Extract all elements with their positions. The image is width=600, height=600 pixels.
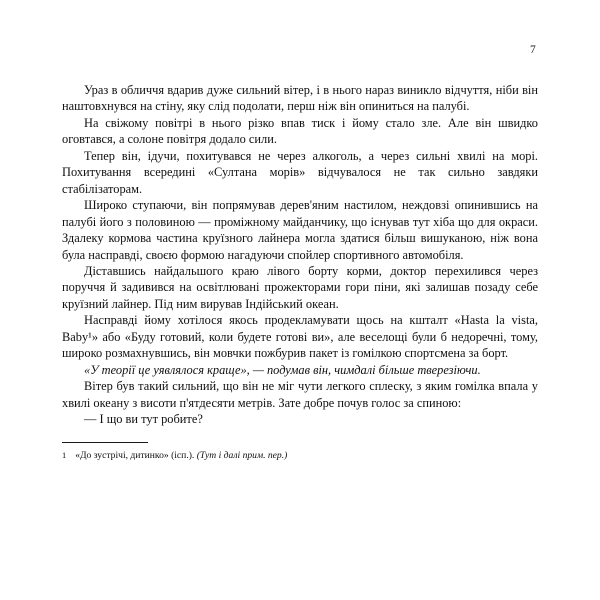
- paragraph: Широко ступаючи, він попрямував дерев'яним настилом, неждовзі опинившись на палубі його з половиною — проміжному майданчику, що існував тут хіба що для окраси. Здалеку кормова частина круїзного лайнера могла здатися більш вишуканою, ніж вона була насправді, своєю формою нагадуючи спойлер спортивного автомобіля.: [62, 198, 538, 262]
- paragraph: Діставшись найдальшого краю лівого борту корми, доктор перехилився через поруччя й задивився на освітлювані прожекторами гори піни, які залишав позаду себе круїзний лайнер. Під ним вирував Індійський океан.: [62, 263, 538, 311]
- paragraph: Насправді йому хотілося якось продекламувати щось на кшталт «Hasta la vista, Baby¹» або «Буду готовий, коли будете готові ви», але веселощі були б недоречні, тому, широко розмахнувшись, він мовчки пожбурив пакет із гомілкою спортсмена за борт.: [62, 313, 538, 361]
- italic-thought: «У теорії це уявлялося краще», — подумав він, чимдалі більше тверезіючи.: [84, 362, 481, 377]
- paragraph: Ураз в обличчя вдарив дуже сильний вітер, і в нього нараз виникло відчуття, ніби він наштовхнувся на стіну, яку слід подолати, перш ніж він опиниться на палубі.: [62, 83, 538, 114]
- footnote-text-italic: (Тут і далі прим. пер.): [196, 449, 288, 461]
- footnote-text-plain: «До зустрічі, дитинко» (ісп.).: [75, 449, 197, 461]
- paragraph: На свіжому повітрі в нього різко впав тиск і йому стало зле. Але він швидко оговтався, а солоне повітря додало сили.: [62, 115, 538, 147]
- footnote: [62, 450, 538, 463]
- paragraph-italic: [62, 362, 538, 378]
- footnote-marker: 1: [62, 450, 67, 460]
- page-number: 7: [530, 44, 536, 56]
- footnote-divider: [62, 442, 148, 443]
- footnote-text: [75, 450, 287, 463]
- bottom-spacer: [62, 462, 538, 470]
- paragraph: Тепер він, ідучи, похитувався не через алкоголь, а через сильні хвилі на морі. Похитування всередині «Султана морів» відчувалося не так сильно завдяки стабілізаторам.: [62, 148, 538, 196]
- paragraph: — І що ви тут робите?: [84, 412, 203, 427]
- page-body: [62, 82, 538, 428]
- paragraph: Вітер був такий сильний, що він не міг чути легкого сплеску, з яким гомілка впала у хвилі океану з висоти п'ятдесяти метрів. Зате добре почув голос за спиною:: [62, 379, 538, 410]
